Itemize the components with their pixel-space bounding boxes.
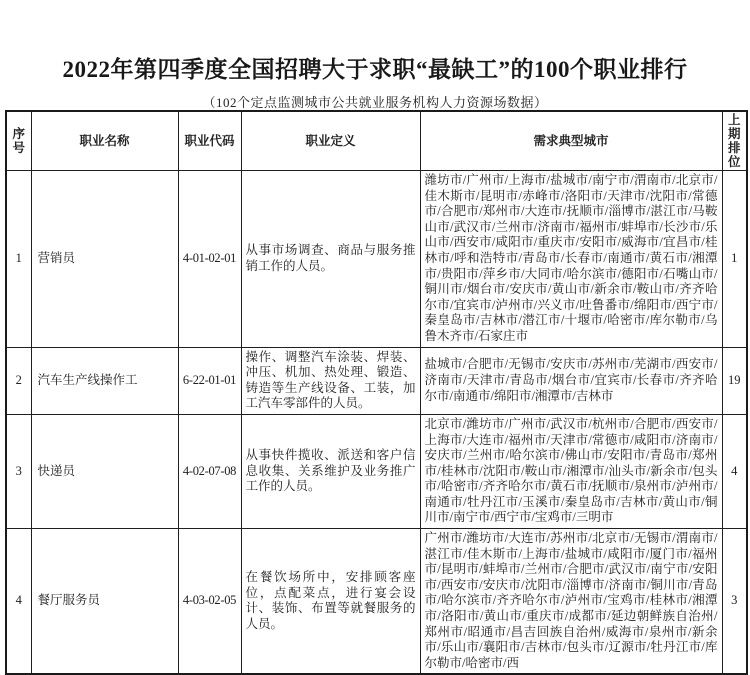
column-header-occupation: 职业名称 (31, 111, 178, 171)
ranking-table (5, 110, 748, 675)
code-cell: 6-22-01-01 (178, 347, 241, 414)
previous-rank-cell: 1 (722, 171, 747, 348)
column-header-rank: 序号 (6, 111, 31, 171)
cities-cell: 北京市/潍坊市/广州市/武汉市/杭州市/合肥市/西安市/上海市/大连市/福州市/天津市/常德市/咸阳市/济南市/安庆市/兰州市/哈尔滨市/佛山市/安阳市/青岛市/郑州市/桂林市/沈阳市/鞍山市/湘潭市/汕头市/新余市/包头市/哈密市/齐齐哈尔市/黄石市/抚顺市/泉州市/泸州市/南通市/牡丹江市/玉溪市/秦皇岛市/吉林市/黄山市/铜川市/南宁市/西宁市/宝鸡市/三明市 (420, 414, 722, 528)
column-header-code: 职业代码 (178, 111, 241, 171)
previous-rank-cell: 3 (722, 529, 747, 675)
definition-cell: 操作、调整汽车涂装、焊装、冲压、机加、热处理、锻造、铸造等生产线设备、工装，加工汽车零部件的人员。 (241, 347, 420, 414)
table-header-row (6, 111, 747, 171)
column-header-previous-rank: 上期排位 (722, 111, 747, 171)
occupation-cell: 餐厅服务员 (31, 529, 178, 675)
column-header-definition: 职业定义 (241, 111, 420, 171)
definition-cell: 从事市场调查、商品与服务推销工作的人员。 (241, 171, 420, 348)
cities-cell: 潍坊市/广州市/上海市/盐城市/南宁市/渭南市/北京市/佳木斯市/昆明市/赤峰市/洛阳市/天津市/沈阳市/常德市/合肥市/郑州市/大连市/抚顺市/淄博市/湛江市/马鞍山市/武汉市/兰州市/济南市/福州市/蚌埠市/长沙市/乐山市/西安市/咸阳市/重庆市/安阳市/威海市/宜昌市/桂林市/呼和浩特市/青岛市/长春市/南通市/黄石市/湘潭市/贵阳市/萍乡市/大同市/哈尔滨市/德阳市/石嘴山市/铜川市/烟台市/安庆市/黄山市/新余市/鞍山市/齐齐哈尔市/宜宾市/泸州市/兴义市/吐鲁番市/绵阳市/西宁市/秦皇岛市/吉林市/潜江市/十堰市/哈密市/库尔勒市/乌鲁木齐市/石家庄市 (420, 171, 722, 348)
cities-cell: 盐城市/合肥市/无锡市/安庆市/苏州市/芜湖市/西安市/济南市/天津市/青岛市/烟台市/宜宾市/长春市/齐齐哈尔市/南通市/绵阳市/湘潭市/吉林市 (420, 347, 722, 414)
previous-rank-cell: 4 (722, 414, 747, 528)
code-cell: 4-01-02-01 (178, 171, 241, 348)
table-row (6, 171, 747, 348)
table-row (6, 529, 747, 675)
occupation-cell: 营销员 (31, 171, 178, 348)
rank-cell: 3 (6, 414, 31, 528)
column-header-cities: 需求典型城市 (420, 111, 722, 171)
cities-cell: 广州市/潍坊市/大连市/苏州市/北京市/无锡市/渭南市/湛江市/佳木斯市/上海市/盐城市/咸阳市/厦门市/福州市/昆明市/蚌埠市/兰州市/合肥市/武汉市/南宁市/安阳市/西安市/安庆市/沈阳市/淄博市/济南市/铜川市/青岛市/哈尔滨市/齐齐哈尔市/泸州市/宝鸡市/桂林市/湘潭市/洛阳市/黄山市/重庆市/成都市/延边朝鲜族自治州/郑州市/昭通市/昌吉回族自治州/威海市/泉州市/新余市/乐山市/襄阳市/吉林市/包头市/辽源市/牡丹江市/库尔勒市/哈密市/西 (420, 529, 722, 675)
page-subtitle: （102个定点监测城市公共就业服务机构人力资源场数据） (202, 95, 548, 110)
code-cell: 4-02-07-08 (178, 414, 241, 528)
table-row (6, 414, 747, 528)
previous-rank-cell: 19 (722, 347, 747, 414)
rank-cell: 1 (6, 171, 31, 348)
code-cell: 4-03-02-05 (178, 529, 241, 675)
definition-cell: 从事快件揽收、派送和客户信息收集、关系维护及业务推广工作的人员。 (241, 414, 420, 528)
page-title: 2022年第四季度全国招聘大于求职“最缺工”的100个职业排行 (62, 57, 688, 82)
definition-cell: 在餐饮场所中，安排顾客座位，点配菜点，进行宴会设计、装饰、布置等就餐服务的人员。 (241, 529, 420, 675)
occupation-cell: 汽车生产线操作工 (31, 347, 178, 414)
occupation-cell: 快递员 (31, 414, 178, 528)
rank-cell: 2 (6, 347, 31, 414)
table-row (6, 347, 747, 414)
rank-cell: 4 (6, 529, 31, 675)
